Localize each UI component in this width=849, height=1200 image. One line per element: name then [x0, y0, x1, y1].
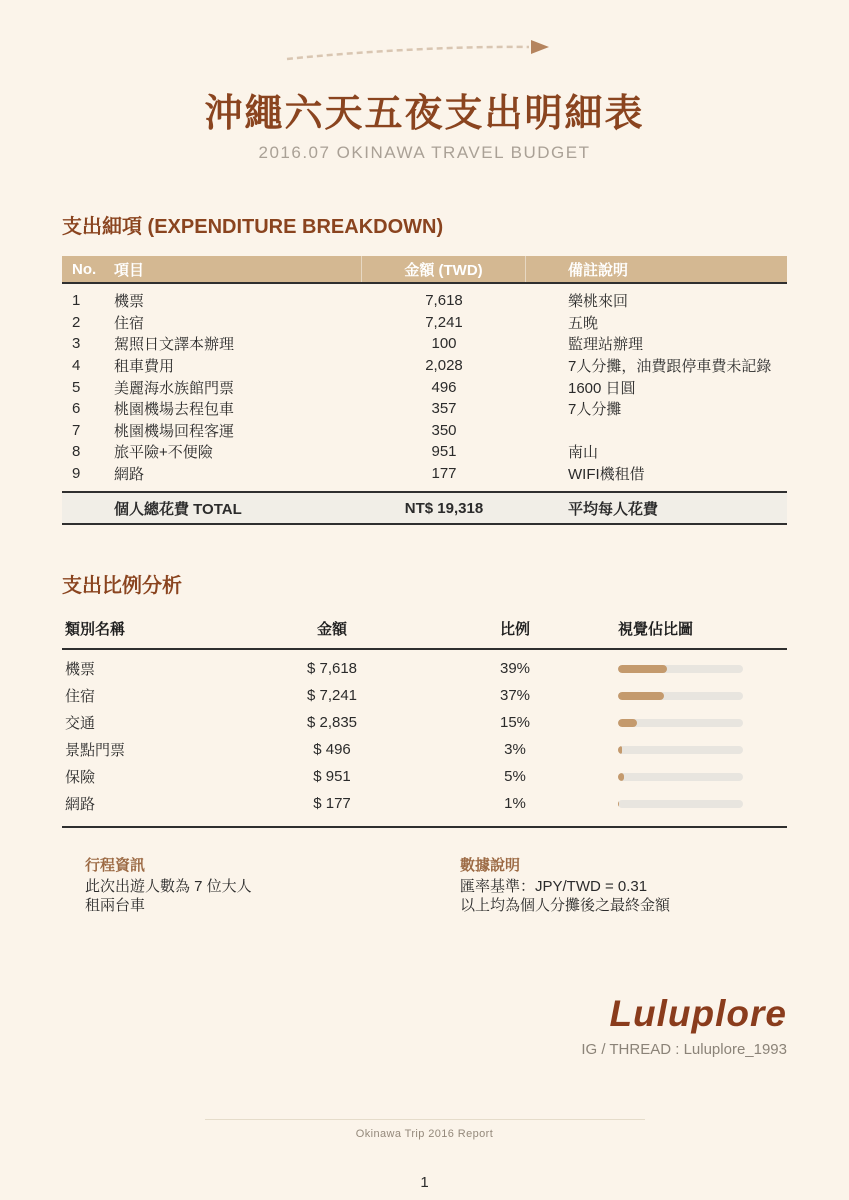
table-row	[62, 763, 787, 790]
table-row	[62, 376, 787, 398]
row-note: 7人分攤，油費跟停車費未記錄	[568, 358, 772, 376]
row-note: 五晚	[568, 314, 599, 332]
row-percent: 5%	[504, 768, 526, 786]
row-bar	[618, 692, 787, 700]
row-note: 監理站辦理	[568, 336, 644, 354]
table-row	[62, 709, 787, 736]
column-header-no: No.	[72, 260, 97, 278]
data-note-title: 數據說明	[460, 857, 521, 875]
trip-info-title: 行程資訊	[85, 857, 146, 875]
proportion-table-header	[62, 612, 787, 650]
table-row	[62, 790, 787, 817]
row-item: 美麗海水族館門票	[114, 379, 235, 397]
row-amount: $ 7,241	[306, 687, 358, 705]
row-number: 7	[72, 421, 81, 439]
row-amount: 496	[431, 378, 457, 396]
row-item: 桃園機場回程客運	[114, 422, 235, 440]
logo-text: Luluplore	[609, 993, 787, 1034]
row-number: 3	[72, 335, 81, 353]
column-header-amount: 金額 (TWD)	[362, 256, 526, 282]
row-item: 網路	[114, 466, 145, 484]
row-item: 駕照日文譯本辦理	[114, 336, 235, 354]
table-row	[62, 682, 787, 709]
row-percent: 39%	[499, 660, 531, 678]
bar-fill	[618, 800, 619, 808]
row-note: 南山	[568, 444, 599, 462]
table-row	[62, 290, 787, 312]
table-row	[62, 736, 787, 763]
row-amount: $ 496	[313, 741, 351, 759]
row-category: 保險	[65, 769, 96, 787]
row-item: 機票	[114, 293, 145, 311]
row-amount: 7,241	[425, 313, 463, 331]
bar-track	[618, 773, 743, 781]
table-row	[62, 312, 787, 334]
branding-block	[581, 993, 787, 1058]
bar-track	[618, 692, 743, 700]
row-amount: 951	[431, 443, 457, 461]
row-bar	[618, 773, 787, 781]
row-item: 租車費用	[114, 358, 175, 376]
breakdown-table	[62, 256, 787, 525]
column-header-percent: 比例	[499, 621, 530, 639]
footer-report-label: Okinawa Trip 2016 Report	[355, 1128, 494, 1140]
row-item: 桃園機場去程包車	[114, 401, 235, 419]
row-number: 8	[72, 443, 81, 461]
row-bar	[618, 746, 787, 754]
row-amount: $ 951	[313, 768, 351, 786]
row-number: 4	[72, 357, 81, 375]
row-bar	[618, 800, 787, 808]
column-header-amount: 金額	[316, 621, 347, 639]
table-row	[62, 420, 787, 442]
row-note: 樂桃來回	[568, 293, 629, 311]
row-amount: $ 177	[313, 795, 351, 813]
trip-info-note	[85, 856, 460, 915]
row-amount: $ 7,618	[306, 660, 358, 678]
proportion-table	[62, 612, 787, 828]
bar-track	[618, 719, 743, 727]
breakdown-total-row	[62, 491, 787, 525]
row-amount: 100	[431, 335, 457, 353]
row-percent: 1%	[504, 795, 526, 813]
row-category: 住宿	[65, 688, 96, 706]
row-bar	[618, 719, 787, 727]
total-label: 個人總花費 TOTAL	[114, 500, 242, 518]
row-item: 旅平險+不便險	[114, 444, 213, 462]
trip-info-line: 此次出遊人數為 7 位大人	[85, 878, 252, 896]
row-category: 交通	[65, 715, 96, 733]
table-row	[62, 333, 787, 355]
total-note: 平均每人花費	[568, 500, 659, 518]
row-amount: 357	[431, 400, 457, 418]
row-bar	[618, 665, 787, 673]
page-subtitle: 2016.07 OKINAWA TRAVEL BUDGET	[258, 143, 591, 162]
table-row	[62, 398, 787, 420]
row-number: 1	[72, 292, 81, 310]
dashed-arrow-icon	[283, 36, 555, 71]
table-row	[62, 655, 787, 682]
section-title-breakdown: 支出細項 (EXPENDITURE BREAKDOWN)	[62, 216, 444, 238]
row-category: 景點門票	[65, 742, 126, 760]
breakdown-table-body	[62, 284, 787, 491]
row-number: 6	[72, 400, 81, 418]
bar-track	[618, 800, 743, 808]
row-amount: 2,028	[425, 357, 463, 375]
content-area	[62, 210, 787, 915]
data-note-line: 以上均為個人分攤後之最終金額	[460, 897, 671, 915]
table-row	[62, 441, 787, 463]
column-header-note: 備註說明	[568, 261, 629, 279]
row-amount: $ 2,835	[306, 714, 358, 732]
row-item: 住宿	[114, 314, 145, 332]
page-title: 沖繩六天五夜支出明細表	[204, 93, 645, 135]
page-number: 1	[420, 1174, 429, 1191]
bar-fill	[618, 719, 637, 727]
column-header-item: 項目	[104, 256, 362, 282]
social-handle: IG / THREAD : Luluplore_1993	[581, 1041, 787, 1058]
row-number: 5	[72, 378, 81, 396]
row-amount: 350	[431, 421, 457, 439]
bar-fill	[618, 692, 664, 700]
table-row	[62, 355, 787, 377]
row-percent: 15%	[499, 714, 531, 732]
row-percent: 3%	[504, 741, 526, 759]
section-title-proportion: 支出比例分析	[62, 575, 182, 598]
table-row	[62, 463, 787, 485]
bar-fill	[618, 773, 624, 781]
row-number: 2	[72, 313, 81, 331]
row-number: 9	[72, 465, 81, 483]
data-note-line: 匯率基準：JPY/TWD = 0.31	[460, 878, 648, 896]
bar-track	[618, 665, 743, 673]
proportion-table-body	[62, 650, 787, 828]
notes-section	[62, 856, 787, 915]
data-note	[460, 856, 787, 915]
row-note: 1600 日圓	[568, 379, 636, 397]
row-amount: 177	[431, 465, 457, 483]
row-note: WIFI機租借	[568, 466, 645, 484]
column-header-bar: 視覺佔比圖	[618, 621, 694, 639]
trip-info-line: 租兩台車	[85, 897, 146, 915]
footer-divider	[205, 1119, 645, 1120]
row-note: 7人分攤	[568, 401, 622, 419]
row-category: 機票	[65, 661, 96, 679]
breakdown-table-header	[62, 256, 787, 284]
column-header-category: 類別名稱	[65, 621, 126, 639]
bar-fill	[618, 746, 622, 754]
row-percent: 37%	[499, 687, 531, 705]
bar-track	[618, 746, 743, 754]
row-category: 網路	[65, 796, 96, 814]
total-amount: NT$ 19,318	[404, 499, 484, 517]
bar-fill	[618, 665, 667, 673]
row-amount: 7,618	[425, 292, 463, 310]
